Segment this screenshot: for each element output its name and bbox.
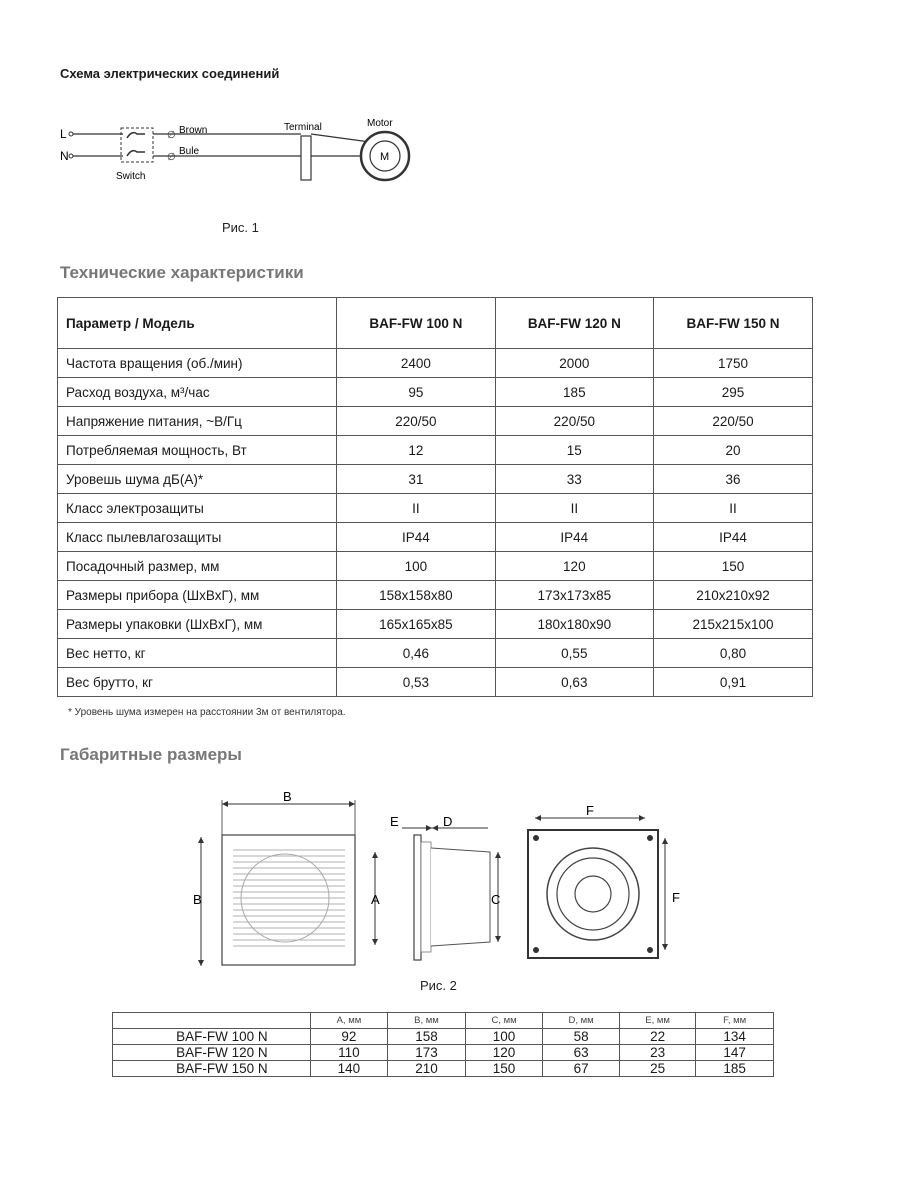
blue-label: Bule [179, 146, 200, 157]
table-row: Напряжение питания, ~В/Гц 220/50 220/50 220/50 [58, 407, 813, 436]
terminal-label: Terminal [284, 122, 322, 133]
table-row: Уровешь шума дБ(А)* 31 33 36 [58, 465, 813, 494]
dim-label-f-top: F [586, 803, 594, 818]
dim-label-f-side: F [672, 890, 680, 905]
wiring-diagram [55, 112, 425, 192]
table-row: Потребляемая мощность, Вт 12 15 20 [58, 436, 813, 465]
table-row: Класс пылевлагозащиты IP44 IP44 IP44 [58, 523, 813, 552]
wire-l-label: L [60, 127, 67, 141]
motor-label: Motor [367, 118, 393, 129]
motor-symbol: M [380, 151, 390, 163]
specs-title: Технические характеристики [60, 263, 304, 282]
dim-label-d: D [443, 814, 453, 829]
table-row: BAF-FW 150 N 140 210 150 67 25 185 [113, 1061, 774, 1077]
dimensions-title: Габаритные размеры [60, 745, 242, 764]
specs-header-model: BAF-FW 120 N [495, 298, 653, 349]
svg-text:∅: ∅ [167, 130, 176, 141]
table-row: Размеры прибора (ШхВхГ), мм 158х158х80 173х173х85 210х210х92 [58, 581, 813, 610]
switch-label: Switch [116, 171, 146, 182]
dim-label-a: A [371, 892, 380, 907]
specs-table [57, 297, 813, 697]
figure-2-caption: Рис. 2 [420, 978, 457, 993]
noise-footnote: * Уровень шума измерен на расстоянии 3м от вентилятора. [68, 707, 346, 718]
specs-header-model: BAF-FW 150 N [654, 298, 813, 349]
terminal-block [301, 136, 311, 180]
table-row: Вес нетто, кг 0,46 0,55 0,80 [58, 639, 813, 668]
dim-label-b-top: B [283, 790, 292, 804]
dim-label-c: C [491, 892, 501, 907]
table-row: BAF-FW 100 N 92 158 100 58 22 134 [113, 1029, 774, 1045]
switch-symbol [121, 128, 153, 162]
specs-header-model: BAF-FW 100 N [337, 298, 495, 349]
wiring-title: Схема электрических соединений [60, 66, 280, 81]
table-row: Размеры упаковки (ШхВхГ), мм 165х165х85 180х180х90 215х215х100 [58, 610, 813, 639]
dim-label-e: E [390, 814, 399, 829]
wire-n-label: N [60, 149, 69, 163]
dims-header-row: A, мм B, мм C, мм D, мм E, мм F, мм [113, 1013, 774, 1029]
table-row: Частота вращения (об./мин) 2400 2000 1750 [58, 349, 813, 378]
specs-header-param: Параметр / Модель [58, 298, 337, 349]
dim-label-b-side: B [193, 892, 202, 907]
front-view-drawing [185, 790, 385, 970]
table-row: Расход воздуха, м³/час 95 185 295 [58, 378, 813, 407]
svg-text:∅: ∅ [167, 152, 176, 163]
table-row: BAF-FW 120 N 110 173 120 63 23 147 [113, 1045, 774, 1061]
table-row: Вес брутто, кг 0,53 0,63 0,91 [58, 668, 813, 697]
table-row: Посадочный размер, мм 100 120 150 [58, 552, 813, 581]
specs-header-row [58, 298, 813, 349]
side-view-drawing [388, 810, 518, 965]
brown-label: Brown [179, 125, 208, 136]
table-row: Класс электрозащиты II II II [58, 494, 813, 523]
dimensions-table [112, 1012, 774, 1077]
figure-1-caption: Рис. 1 [222, 220, 259, 235]
back-view-drawing [520, 798, 695, 978]
